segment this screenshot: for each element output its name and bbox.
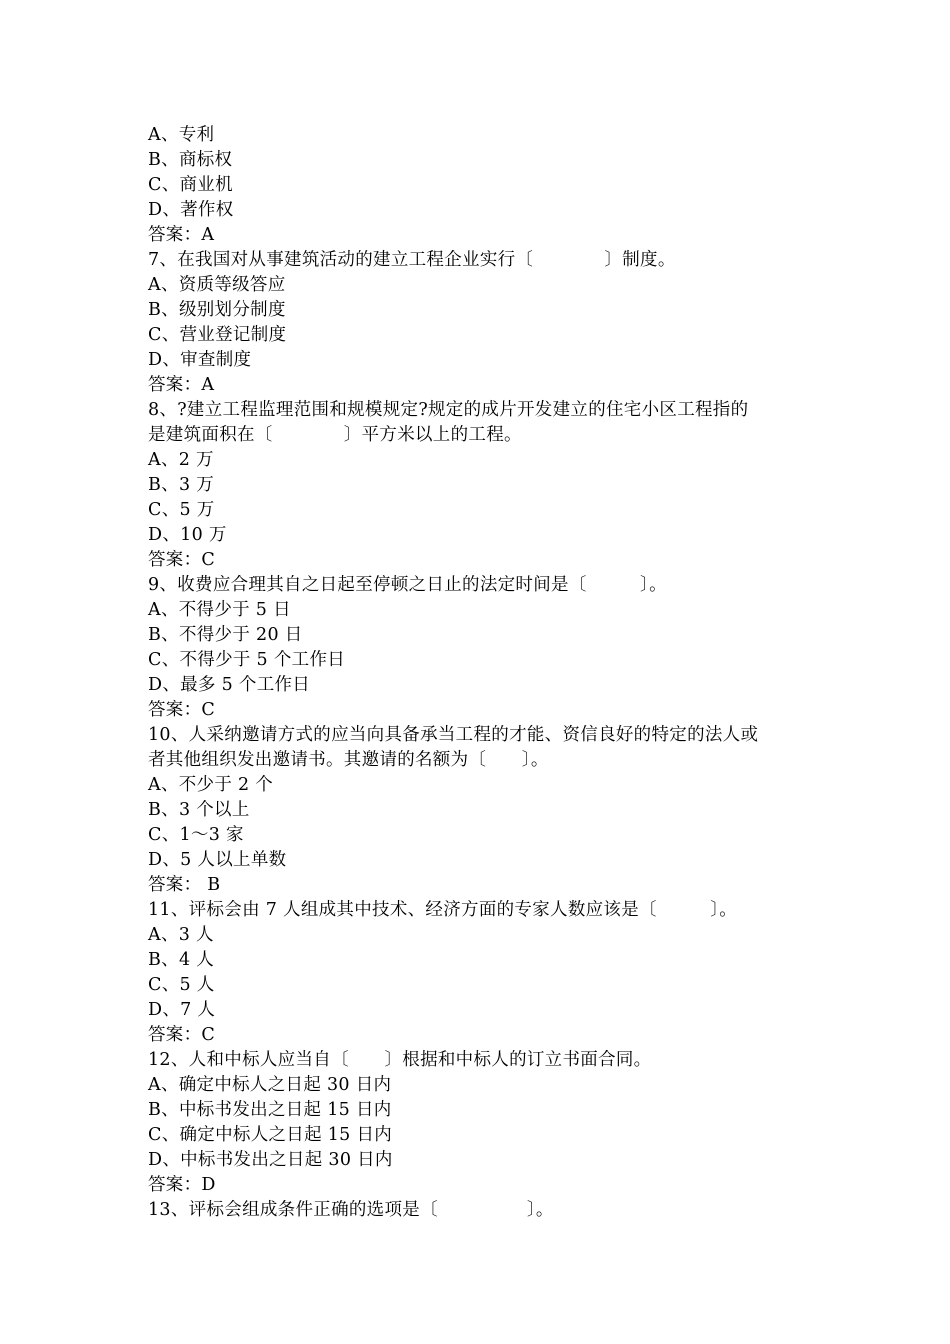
question-line: 13、评标会组成条件正确的选项是〔 〕。 bbox=[148, 1200, 554, 1220]
question-line: 8、?建立工程监理范围和规模规定?规定的成片开发建立的住宅小区工程指的 bbox=[148, 400, 749, 420]
option-line: B、不得少于 20 日 bbox=[148, 625, 303, 645]
question-line: 11、评标会由 7 人组成其中技术、经济方面的专家人数应该是〔 〕。 bbox=[148, 900, 738, 920]
option-line: A、2 万 bbox=[148, 450, 214, 470]
option-line: B、中标书发出之日起 15 日内 bbox=[148, 1100, 392, 1120]
option-line: A、不少于 2 个 bbox=[148, 775, 274, 795]
question-line-continued: 是建筑面积在〔 〕平方米以上的工程。 bbox=[148, 425, 522, 445]
option-line: C、确定中标人之日起 15 日内 bbox=[148, 1125, 393, 1145]
option-line: B、级别划分制度 bbox=[148, 300, 286, 320]
option-line: B、3 万 bbox=[148, 475, 215, 495]
option-line: C、营业登记制度 bbox=[148, 325, 287, 345]
option-line: A、3 人 bbox=[148, 925, 214, 945]
question-line: 12、人和中标人应当自〔 〕根据和中标人的订立书面合同。 bbox=[148, 1050, 652, 1070]
question-line-continued: 者其他组织发出邀请书。其邀请的名额为〔 〕。 bbox=[148, 750, 549, 770]
option-line: A、不得少于 5 日 bbox=[148, 600, 291, 620]
answer-line: 答案：A bbox=[148, 225, 215, 245]
option-line: B、商标权 bbox=[148, 150, 233, 170]
option-line: D、审查制度 bbox=[148, 350, 252, 370]
question-line: 9、收费应合理其自之日起至停顿之日止的法定时间是〔 〕。 bbox=[148, 575, 667, 595]
option-line: B、3 个以上 bbox=[148, 800, 250, 820]
option-line: A、资质等级答应 bbox=[148, 275, 286, 295]
option-line: D、5 人以上单数 bbox=[148, 850, 287, 870]
answer-line: 答案：C bbox=[148, 1025, 216, 1045]
option-line: C、5 万 bbox=[148, 500, 215, 520]
option-line: A、确定中标人之日起 30 日内 bbox=[148, 1075, 392, 1095]
option-line: C、5 人 bbox=[148, 975, 215, 995]
answer-line: 答案：A bbox=[148, 375, 215, 395]
answer-line: 答案：C bbox=[148, 700, 216, 720]
question-line: 7、在我国对从事建筑活动的建立工程企业实行〔 〕制度。 bbox=[148, 250, 676, 270]
option-line: C、商业机 bbox=[148, 175, 233, 195]
option-line: C、不得少于 5 个工作日 bbox=[148, 650, 346, 670]
option-line: D、7 人 bbox=[148, 1000, 216, 1020]
option-line: A、专利 bbox=[148, 125, 215, 145]
answer-line: 答案：D bbox=[148, 1175, 216, 1195]
document-body bbox=[148, 123, 808, 1223]
question-line: 10、人采纳邀请方式的应当向具备承当工程的才能、资信良好的特定的法人或 bbox=[148, 725, 759, 745]
option-line: D、著作权 bbox=[148, 200, 234, 220]
option-line: C、1～3 家 bbox=[148, 825, 244, 845]
option-line: D、最多 5 个工作日 bbox=[148, 675, 311, 695]
option-line: D、10 万 bbox=[148, 525, 227, 545]
option-line: B、4 人 bbox=[148, 950, 215, 970]
option-line: D、中标书发出之日起 30 日内 bbox=[148, 1150, 393, 1170]
answer-line: 答案： B bbox=[148, 875, 221, 895]
answer-line: 答案：C bbox=[148, 550, 216, 570]
